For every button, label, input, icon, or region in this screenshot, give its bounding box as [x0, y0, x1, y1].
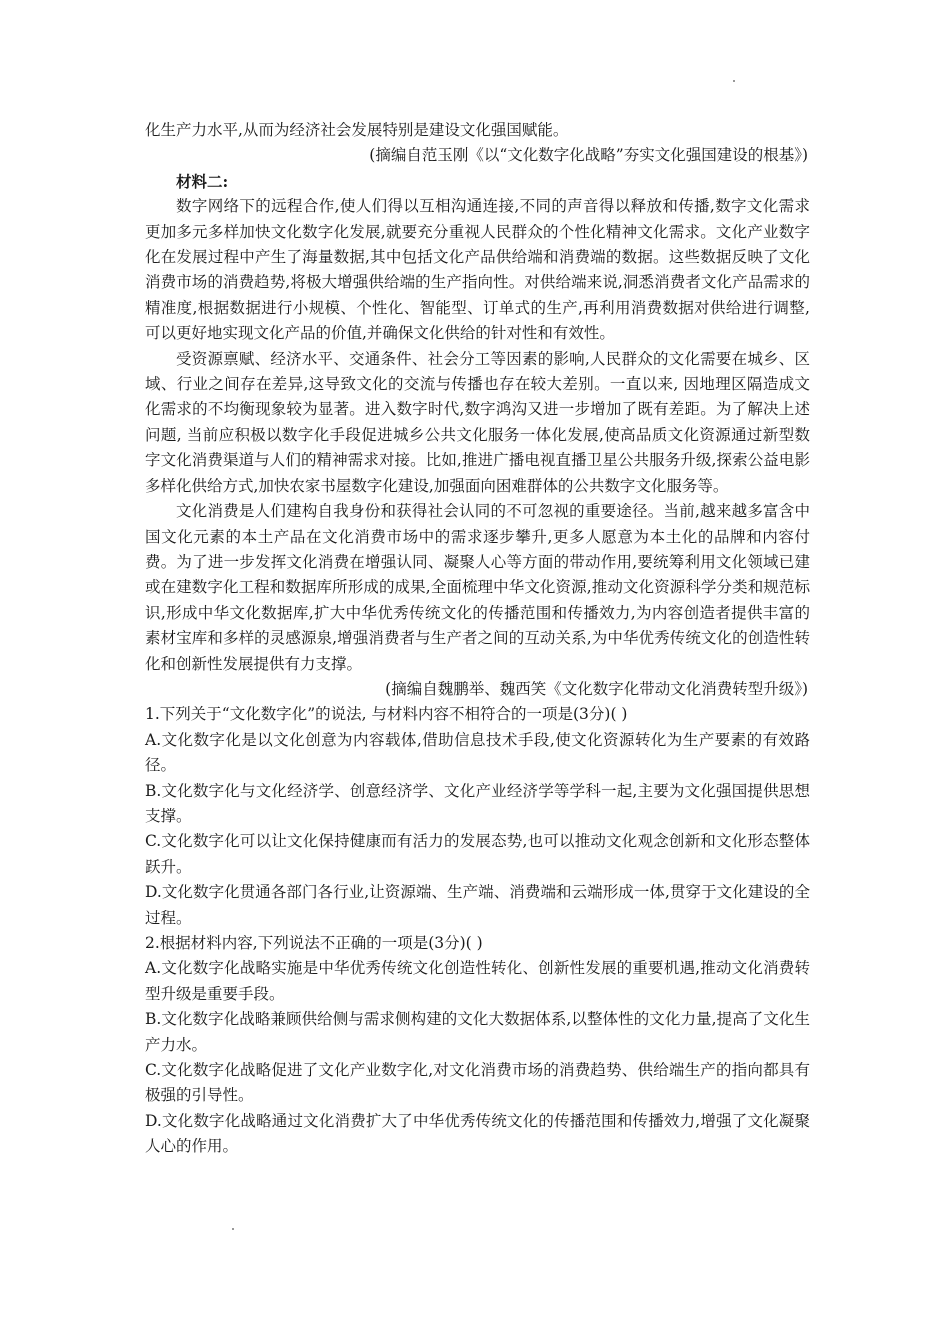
question-1-option-b: B.文化数字化与文化经济学、创意经济学、文化产业经济学等学科一起,主要为文化强国提供思想支撑。 — [145, 781, 810, 825]
question-1-stem: 1.下列关于“文化数字化”的说法, 与材料内容不相符合的一项是(3分)( ) — [145, 705, 628, 724]
question-1 — [145, 702, 810, 931]
scan-speck-top — [733, 80, 735, 82]
material1-source: (摘编自范玉刚《以“文化数字化战略”夯实文化强国建设的根基》) — [369, 146, 808, 165]
material1-tail: 化生产力水平,从而为经济社会发展特别是建设文化强国赋能。 — [145, 121, 569, 139]
question-2-option-b: B.文化数字化战略兼顾供给侧与需求侧构建的文化大数据体系,以整体性的文化力量,提高了文化生产力水。 — [145, 1010, 810, 1054]
scan-speck-bottom — [232, 1228, 234, 1230]
material2-heading: 材料二: — [176, 171, 229, 191]
material2-paragraph-1: 数字网络下的远程合作,使人们得以互相沟通连接,不同的声音得以释放和传播,数字文化需求更加多元多样加快文化数字化发展,就要充分重视人民群众的个性化精神文化需求。文化产业数字化在发展过程中产生了海量数据,其中包括文化产品供给端和消费端的数据。这些数据反映了文化消费市场的消费趋势,将极大增强供给端的生产指向性。对供给端来说,洞悉消费者文化产品需求的精准度,根据数据进行小规模、个性化、智能型、订单式的生产,再利用消费数据对供给进行调整,可以更好地实现文化产品的价值,并确保文化供给的针对性和有效性。 — [145, 197, 810, 343]
question-2-option-c: C.文化数字化战略促进了文化产业数字化,对文化消费市场的消费趋势、供给端生产的指向都具有极强的引导性。 — [145, 1061, 810, 1105]
material2-paragraph-2: 受资源禀赋、经济水平、交通条件、社会分工等因素的影响,人民群众的文化需要在城乡、区域、行业之间存在差异,这导致文化的交流与传播也存在较大差别。一直以来, 因地理区隔造成文化需求的不均衡现象较为显著。进入数字时代,数字鸿沟又进一步增加了既有差距。为了解决上述问题, 当前应积极以数字化手段促进城乡公共文化服务一体化发展,使高品质文化资源通过新型数字文化消费渠道与人们的精神需求对接。比如,推进广播电视直播卫星公共服务升级,探索公益电影多样化供给方式,加快农家书屋数字化建设,加强面向困难群体的公共数字文化服务等。 — [145, 349, 810, 495]
material2-source: (摘编自魏鹏举、魏西笑《文化数字化带动文化消费转型升级》) — [385, 679, 808, 698]
exam-page — [145, 118, 810, 1160]
question-1-option-c: C.文化数字化可以让文化保持健康而有活力的发展态势,也可以推动文化观念创新和文化形态整体跃升。 — [145, 832, 810, 876]
question-2-stem: 2.根据材料内容,下列说法不正确的一项是(3分)( ) — [145, 934, 483, 952]
question-2 — [145, 931, 810, 1160]
material2-paragraph-3: 文化消费是人们建构自我身份和获得社会认同的不可忽视的重要途径。当前,越来越多富含中国文化元素的本土产品在文化消费市场中的需求逐步攀升,更多人愿意为本土化的品牌和内容付费。为了进一步发挥文化消费在增强认同、凝聚人心等方面的带动作用,要统筹利用文化领域已建或在建数字化工程和数据库所形成的成果,全面梳理中华文化资源,推动文化资源科学分类和规范标识,形成中华文化数据库,扩大中华优秀传统文化的传播范围和传播效力,为内容创造者提供丰富的素材宝库和多样的灵感源泉,增强消费者与生产者之间的互动关系,为中华优秀传统文化的创造性转化和创新性发展提供有力支撑。 — [145, 502, 810, 673]
question-1-option-a: A.文化数字化是以文化创意为内容载体,借助信息技术手段,使文化资源转化为生产要素的有效路径。 — [145, 730, 810, 775]
question-2-option-d: D.文化数字化战略通过文化消费扩大了中华优秀传统文化的传播范围和传播效力,增强了文化凝聚人心的作用。 — [145, 1111, 810, 1156]
question-2-option-a: A.文化数字化战略实施是中华优秀传统文化创造性转化、创新性发展的重要机遇,推动文化消费转型升级是重要手段。 — [145, 959, 810, 1003]
question-1-option-d: D.文化数字化贯通各部门各行业,让资源端、生产端、消费端和云端形成一体,贯穿于文化建设的全过程。 — [145, 883, 810, 927]
